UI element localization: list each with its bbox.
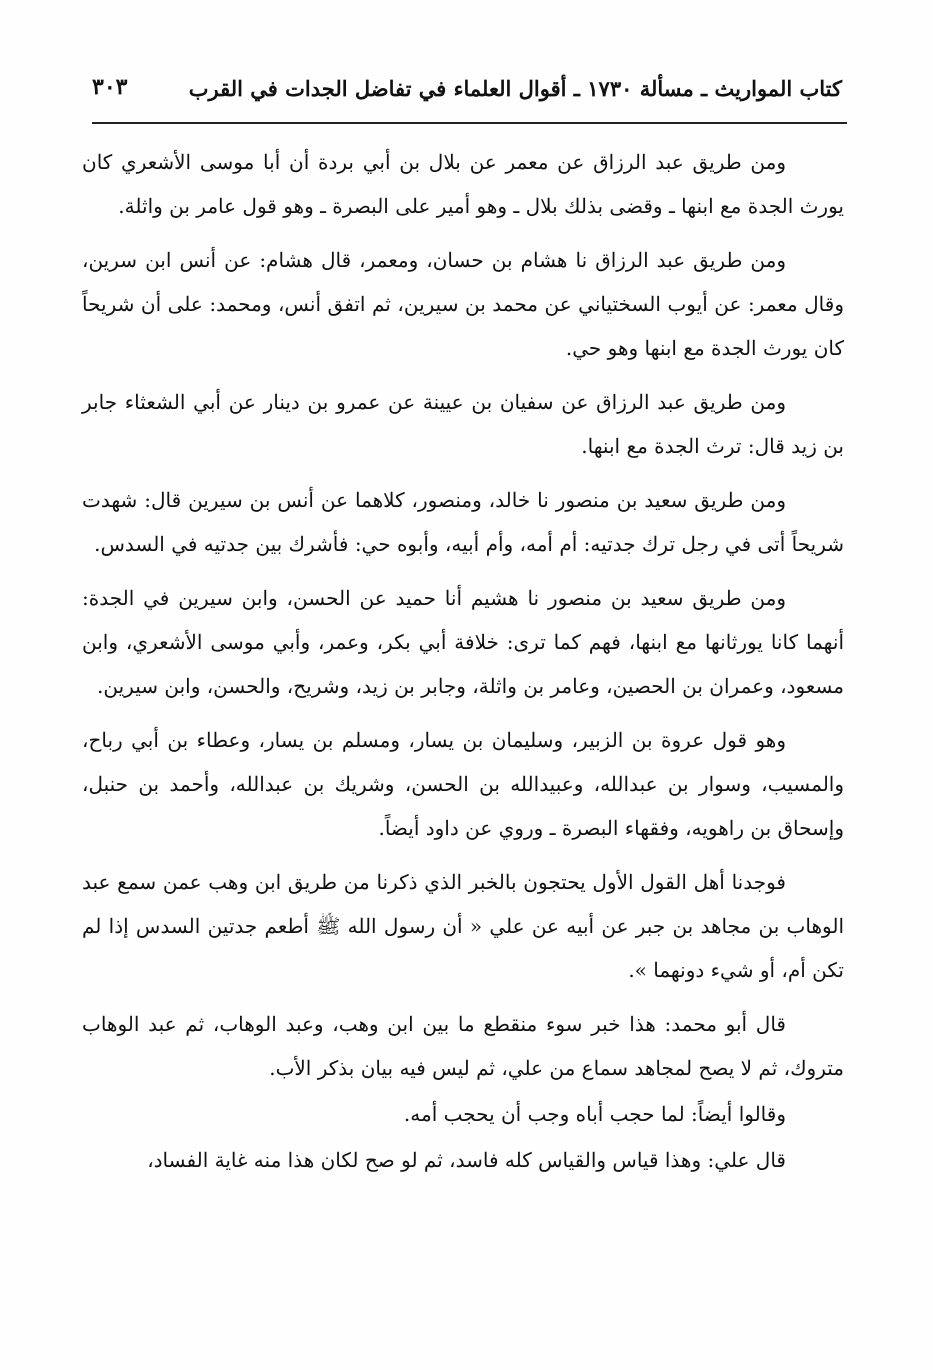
paragraph-4: ومن طريق سعيد بن منصور نا خالد، ومنصور، كلاهما عن أنس بن سيرين قال: شهدت شريحاً أتى في رجل ترك جدتيه: أم أمه، وأم أبيه، وأبوه حي: فأشرك بين جدتيه في السدس. xyxy=(82,488,844,556)
main-text xyxy=(82,140,844,1184)
paragraph-2: ومن طريق عبد الرزاق نا هشام بن حسان، ومعمر، قال هشام: عن أنس ابن سرين، وقال معمر: عن أيوب السختياني عن محمد بن سيرين، ثم اتفق أنس، ومحمد: على أن شريحاً كان يورث الجدة مع ابنها وهو حي. xyxy=(82,248,844,360)
paragraph-7: فوجدنا أهل القول الأول يحتجون بالخبر الذي ذكرنا من طريق ابن وهب عمن سمع عبد الوهاب بن مجاهد بن جبر عن أبيه عن علي « أن رسول الله ﷺ أطعم جدتين السدس إذا لم تكن أم، أو شيء دونهما ». xyxy=(82,870,844,982)
header-divider xyxy=(92,122,847,124)
paragraph-5: ومن طريق سعيد بن منصور نا هشيم أنا حميد عن الحسن، وابن سيرين في الجدة: أنهما كانا يورثانها مع ابنها، فهم كما ترى: خلافة أبي بكر، وعمر، وأبي موسى الأشعري، وابن مسعود، وعمران بن الحصين، وعامر بن واثلة، وجابر بن زيد، وشريح، والحسن، وابن سيرين. xyxy=(82,586,844,698)
running-header xyxy=(92,70,842,116)
paragraph-10: قال علي: وهذا قياس والقياس كله فاسد، ثم لو صح لكان هذا منه غاية الفساد، xyxy=(147,1148,786,1172)
header-title: كتاب المواريث ـ مسألة ١٧٣٠ ـ أقوال العلماء في تفاضل الجدات في القرب xyxy=(188,76,842,101)
paragraph-1: ومن طريق عبد الرزاق عن معمر عن بلال بن أبي بردة أن أبا موسى الأشعري كان يورث الجدة مع ابنها ـ وقضى بذلك بلال ـ وهو أمير على البصرة ـ وهو قول عامر بن واثلة. xyxy=(82,150,844,218)
paragraph-6: وهو قول عروة بن الزبير، وسليمان بن يسار، ومسلم بن يسار، وعطاء بن أبي رباح، والمسيب، وسوار بن عبدالله، وعبيدالله بن الحسن، وشريك بن عبدالله، وأحمد بن حنبل، وإسحاق بن راهويه، وفقهاء البصرة ـ وروي عن داود أيضاً. xyxy=(82,728,844,840)
paragraph-9: وقالوا أيضاً: لما حجب أباه وجب أن يحجب أمه. xyxy=(403,1102,786,1126)
paragraph-8: قال أبو محمد: هذا خبر سوء منقطع ما بين ابن وهب، وعبد الوهاب، ثم عبد الوهاب متروك، ثم لا يصح لمجاهد سماع من علي، ثم ليس فيه بيان بذكر الأب. xyxy=(82,1012,844,1080)
paragraph-3: ومن طريق عبد الرزاق عن سفيان بن عيينة عن عمرو بن دينار عن أبي الشعثاء جابر بن زيد قال: ترث الجدة مع ابنها. xyxy=(82,390,844,458)
page-number: ٣٠٣ xyxy=(92,74,128,100)
